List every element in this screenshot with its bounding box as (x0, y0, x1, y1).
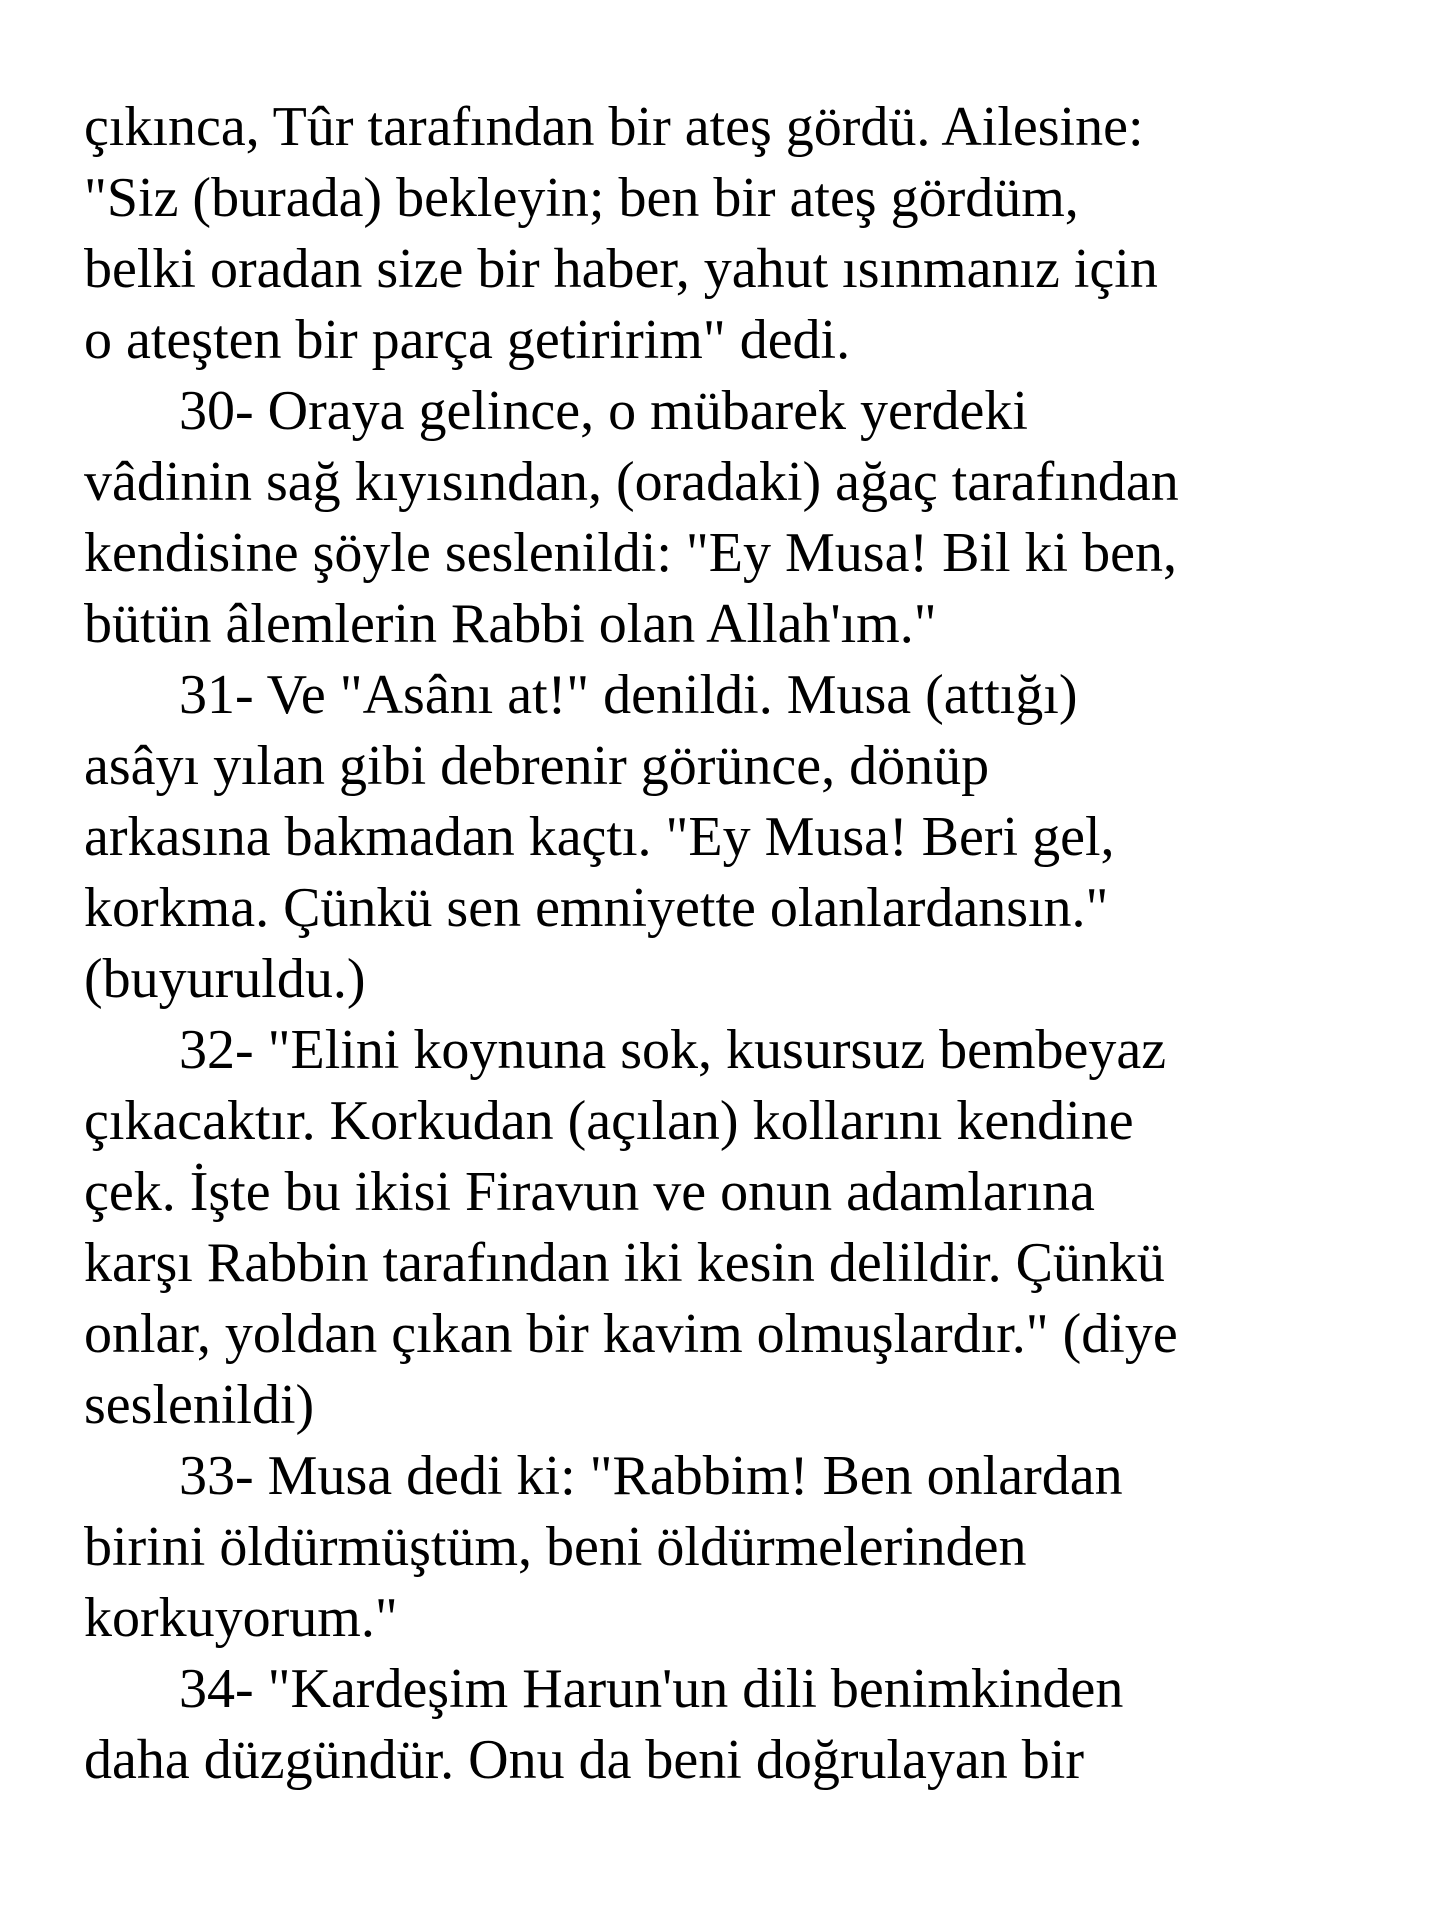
text-line: korkma. Çünkü sen emniyette olanlardansın." (84, 877, 1109, 939)
text-line: kendisine şöyle seslenildi: "Ey Musa! Bil ki ben, (84, 522, 1177, 584)
text-line: "Siz (burada) bekleyin; ben bir ateş gördüm, (84, 167, 1079, 229)
paragraph-verse-33 (84, 1441, 1384, 1654)
text-line: arkasına bakmadan kaçtı. "Ey Musa! Beri gel, (84, 806, 1115, 868)
text-line: vâdinin sağ kıyısından, (oradaki) ağaç tarafından (84, 451, 1179, 513)
text-line: karşı Rabbin tarafından iki kesin delildir. Çünkü (84, 1232, 1165, 1294)
text-line: çıkacaktır. Korkudan (açılan) kollarını kendine (84, 1090, 1134, 1152)
document-page (84, 92, 1384, 1796)
paragraph-continuation (84, 92, 1384, 376)
text-line: seslenildi) (84, 1374, 315, 1436)
text-line: asâyı yılan gibi debrenir görünce, dönüp (84, 735, 990, 797)
text-line: birini öldürmüştüm, beni öldürmelerinden (84, 1516, 1027, 1578)
text-line: o ateşten bir parça getiririm" dedi. (84, 309, 851, 371)
text-line: 33- Musa dedi ki: "Rabbim! Ben onlardan (179, 1445, 1123, 1507)
paragraph-verse-31 (84, 660, 1384, 1015)
text-line: korkuyorum." (84, 1587, 398, 1649)
text-line: çek. İşte bu ikisi Firavun ve onun adamlarına (84, 1161, 1095, 1223)
paragraph-verse-32 (84, 1015, 1384, 1441)
text-line: onlar, yoldan çıkan bir kavim olmuşlardır." (diye (84, 1303, 1178, 1365)
text-line: 32- "Elini koynuna sok, kusursuz bembeyaz (179, 1019, 1167, 1081)
text-line: belki oradan size bir haber, yahut ısınmanız için (84, 238, 1158, 300)
paragraph-verse-30 (84, 376, 1384, 660)
text-line: 31- Ve "Asânı at!" denildi. Musa (attığı) (179, 664, 1078, 726)
text-line: (buyuruldu.) (84, 948, 366, 1010)
text-line: daha düzgündür. Onu da beni doğrulayan bir (84, 1729, 1084, 1791)
text-line: çıkınca, Tûr tarafından bir ateş gördü. Ailesine: (84, 96, 1144, 158)
paragraph-verse-34 (84, 1654, 1384, 1796)
text-line: 34- "Kardeşim Harun'un dili benimkinden (179, 1658, 1124, 1720)
text-line: bütün âlemlerin Rabbi olan Allah'ım." (84, 593, 937, 655)
text-line: 30- Oraya gelince, o mübarek yerdeki (179, 380, 1028, 442)
